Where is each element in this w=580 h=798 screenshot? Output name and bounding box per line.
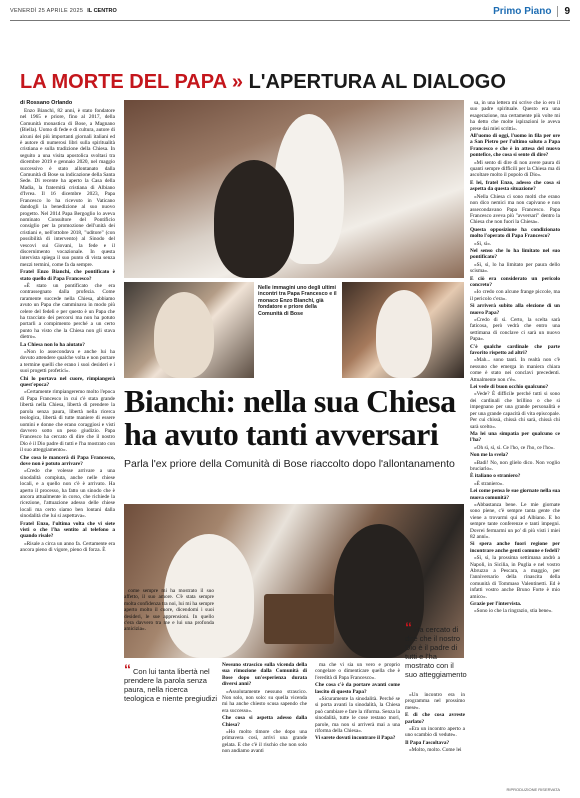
byline: di Rossano Orlando xyxy=(20,100,73,106)
paragraph: «Sì, sì, lo ha limitato per paura dello scisma». xyxy=(470,261,560,275)
interview-question: Lei vede di buon occhio qualcuno? xyxy=(470,384,549,391)
paragraph: «È straniero». xyxy=(474,480,504,487)
interview-question: C'è qualche cardinale che parte favorito rispetto ad altri? xyxy=(470,343,560,357)
paragraph: Enzo Bianchi, 82 anni, è stato fondatore nel 1965 e priore, fino al 2017, della Comunità monastica di Bose, a Magnano (Biella). Uomo di fede e di cultura, autore di alcuni dei più importanti giornali italiani ed è autore di numerosi libri sulla spiritualità cristiana e sulla tradizione della Chiesa. In seguito a una visita apostolica svoltasi tra dicembre 2019 e gennaio 2020, nel maggio successivo è stato allontanato dalla Comunità di Bose su indicazione della Santa Sede. Di recente ha aperto la Casa della Madia, la fraternità cristiana di Albiano d'Ivrea. Il 16 dicembre 2023, Papa Francesco lo ha ricevuto in Vaticano dandogli la benedizione al suo nuovo progetto. Nel 2014 Papa Bergoglio lo aveva nominato Consultore del Pontificio consiglio per la promozione dell'unità dei cristiani e, nell'ottobre 2018, "uditore" (con possibilità di intervento) al Sinodo del vescovi sui Giovani, la fede e il discernimento vocazionale. In questa intervista spiega il suo punto di vista senza mezzi termini, come fa da sempre. xyxy=(20,108,115,268)
article-column-1 xyxy=(20,108,115,788)
article-column-2 xyxy=(124,588,214,783)
interview-question: Che cosa c'è da portare avanti come lascito di questo Papa? xyxy=(315,682,400,695)
paragraph: «Credo che volesse arrivare a una sinodalità compiuta, anche nelle chiese locali, e a quello non c'è è arrivato. Ha aperto il processo, ha fatto un sinodo che è ancora attualmente in corso, che richiede la ricezione, l'attuazione adesso delle chiese locali ma certo siamo ben lontani dalla sinodalità che lui si aspettava». xyxy=(20,468,115,520)
interview-question: Nessuno strascico sulla vicenda della sua rimozione dalla Comunità di Bose dopo un'esperienza durata diversi anni? xyxy=(222,662,307,688)
paragraph: «Non lo assecondava e anche lui ha dovuto attendere qualche volta e non portare a termine quelli che erano i suoi desideri e i suoi progetti profetici». xyxy=(20,349,115,375)
paragraph: «Mah... sono tanti. In realtà non c'è nessuno che emerga in maniera chiara come è stato nei conclavi precedenti. Attualmente non c'è». xyxy=(470,357,560,383)
paragraph: «Era un incontro aperto a uno scambio di vedute». xyxy=(405,726,465,739)
section-name: Primo Piano xyxy=(493,5,552,17)
kicker-separator: » xyxy=(231,71,243,93)
photo-caption: Nelle immagini uno degli ultimi incontri tra Papa Francesco e il monaco Enzo Bianchi, già fondatore e priore della Comunità di Bose xyxy=(258,285,337,317)
paragraph: «Risale a circa un anno fa. Certamente era ancora pieno di vigore, pieno di forza. È xyxy=(20,540,115,554)
page-number: 9 xyxy=(557,6,570,17)
paragraph: «Assolutamente nessuno strascico. Non solo, non solo: su quella vicenda mi ha anche chiesto scusa sapendo che era successo». xyxy=(222,688,307,714)
issue-date: VENERDÌ 25 APRILE 2025 xyxy=(10,8,84,14)
paragraph: «Io credo con alcune frange piccole, ma il pericolo c'era». xyxy=(470,289,560,302)
interview-question: Fratel Enzo Bianchi, che pontificato è stato quello di Papa Francesco? xyxy=(20,269,115,282)
paragraph: «Vede? È difficile perché tutti si sono dei cardinali che brillino o che si impegnano per una grande personalità e per una grande capacità di vita episcopale. Per cui chissà, chissà chi sarà, chissà chi sarà scelto». xyxy=(470,391,560,430)
article-column-5 xyxy=(470,100,560,783)
interview-question: E lei, fratel Enzo, adesso che cosa si aspetta da questa situazione? xyxy=(470,179,560,193)
paragraph: «Abbastanza bene. Le mie giornate sono piene, c'è sempre tanta gente che viene a trovarmi qui ad Albiano. E ho sempre tante conferenze e tanti impegni. Dovrei fermarmi un po' di più visti i miei 82 anni». xyxy=(470,501,560,540)
interview-question: Ma lei una simpatia per qualcuno ce l'ha? xyxy=(470,430,560,444)
photo-enzo-bianchi xyxy=(124,282,254,378)
paragraph: «Credo di sì. Certo, la scelta sarà faticosa, però vedrà che entro una settimana di conclave ci sarà un nuovo Papa». xyxy=(470,317,560,343)
interview-question: Non me la svela? xyxy=(470,452,509,459)
kicker-topic: LA MORTE DEL PAPA xyxy=(20,71,227,93)
interview-question: Grazie per l'intervista. xyxy=(470,601,522,608)
subheadline: Parla l'ex priore della Comunità di Bose riaccolto dopo l'allontanamento xyxy=(124,458,455,470)
newspaper-name: IL CENTRO xyxy=(87,8,117,14)
photo-pope-meeting xyxy=(124,100,464,278)
headline: Bianchi: nella sua Chiesa ha avuto tanti avversari xyxy=(124,383,456,452)
paragraph: «Ho molto timore che dopo una primavera così, arrivi una grande gelata. E che c'è il rischio che non solo non andiamo avanti xyxy=(222,729,307,755)
interview-question: Questa opposizione ha condizionato molto l'operato di Papa Francesco? xyxy=(470,226,560,240)
paragraph: «Badi! No, non glielo dico. Non voglio bruciarlo». xyxy=(470,459,560,472)
paragraph: «Un incontro era in programma nel prossimo mese». xyxy=(405,692,465,711)
interview-question: Si spera anche fuori regione per incontrare anche genti comune e fedeli? xyxy=(470,541,560,554)
interview-question: È italiano o straniero? xyxy=(470,473,521,480)
interview-question: Fratel Enzo, l'ultima volta che vi siete visti o che l'ha sentito al telefono a quando risale? xyxy=(20,520,115,540)
copyright-credit: RIPRODUZIONE RISERVATA xyxy=(506,787,560,792)
kicker xyxy=(20,70,506,94)
interview-question: Nel senso che lo ha limitato nel suo pontificato? xyxy=(470,247,560,261)
interview-question: Il Papa l'ascoltava? xyxy=(405,739,450,746)
paragraph: sa, in una lettera mi scrive che io ero il suo padre spirituale. Questo era una esagerazione, ma certamente più volte mi ha detto che molte ispirazioni le aveva prese dai miei scritti». xyxy=(470,100,560,132)
paragraph: «Mi sento di dire di non avere paura di quanti sempre difficili per la Chiesa ma di ascoltare molto il popolo di Dio». xyxy=(470,159,560,179)
paragraph: come sempre mi ha mostrato il suo affetto, il suo amore. C'è stata sempre molta confidenza tra noi, lui mi ha sempre aperto molto il cuore, dicendomi i suoi desideri, le sue apprensioni. In quello c'era davvero tra me e lui una profonda amicizia». xyxy=(124,588,214,633)
paragraph: «Oh sì, sì, sì. Ce l'ho, ce l'ho, ce l'ho». xyxy=(474,444,555,451)
page-header xyxy=(10,3,570,19)
header-rule xyxy=(10,20,570,21)
interview-question: Si arriverà subito alla elezione di un nuovo Papa? xyxy=(470,303,560,316)
interview-question: Che cosa le mancerà di Papa Francesco, dove non è potuto arrivare? xyxy=(20,454,115,467)
paragraph: «Sono io che la ringrazio, stia bene». xyxy=(474,608,553,615)
paragraph: ma che vi sia un vero e proprio congelare o dimenticare quella che è l'eredità di Papa Francesco». xyxy=(315,662,400,681)
interview-question: E ciò era considerato un pericolo concreto? xyxy=(470,275,560,288)
interview-question: Vi sarete dovuti incontrare il Papa? xyxy=(315,735,396,742)
paragraph: «È stato un pontificato che era contrassegnato dalla profezia. Come raramente succede nella Chiesa, abbiamo avuto un Papa che camminava in modo più celere del fedeli e per questo è un Papa che ha tracciato dei percorsi ma non ha potuto portarli a compimento perché a un certo punto ha visto che la Chiesa non gli stava dietro». xyxy=(20,282,115,341)
article-column-4b xyxy=(405,692,465,784)
interview-question: Che cosa si aspetta adesso dalla Chiesa? xyxy=(222,715,307,728)
paragraph: «Molto, molto. Come lei xyxy=(409,747,462,754)
interview-question: Chi lo portava nel cuore, rimpiangerà quest'epoca? xyxy=(20,375,115,389)
interview-question: Lei come pensa le sue giornate nella sua nuova comunità? xyxy=(470,488,560,501)
interview-question: La Chiesa non lo ha aiutato? xyxy=(20,341,85,348)
interview-question: E di che cosa avreste parlato? xyxy=(405,712,465,725)
photo-pope-portrait xyxy=(342,282,464,378)
pull-quote-1: “ Con lui tanta libertà nel prendere la parola senza paura, nella ricerca teologica e niente pregiudizi xyxy=(124,661,217,703)
paragraph: «Nella Chiesa ci sono molti che erano non dico nemici ma non capivano e non assecondavano Papa Francesco. Papa Francesco aveva più "avversari" dentro la Chiesa che non fuori la Chiesa». xyxy=(470,193,560,226)
article-column-4 xyxy=(315,662,400,784)
kicker-subtopic: L'APERTURA AL DIALOGO xyxy=(248,71,506,93)
paragraph: «Sì, sì, la prossima settimana andrò a Napoli, in Sicilia, in Puglia e nel vostro Abruzzo a Pescara, a maggio, per l'anniversario della rinascita della comunità di Tommaso Valentinetti. Ed è infatti vostro anche Bruno Forte è mio amico». xyxy=(470,555,560,600)
paragraph: «Sicuramente la sinodalità. Perché se si porta avanti la sinodalità, la Chiesa può cambiare e fare la riforma. Senza la sinodalità, tutte le cose restano mori, parole, ma non si arriverà mai a una riforma della Chiesa». xyxy=(315,696,400,735)
interview-question: All'uomo di oggi, l'uomo in fila per ore a San Pietro per l'ultimo saluto a Papa Francesco e che è in attesa del nuovo pontefice, che cosa si sente di dire? xyxy=(470,133,560,159)
paragraph: «Certamente rimpiangeremo molto l'epoca di Papa Francesco in cui c'è stata grande libertà nella Chiesa, libertà di prendere la parola senza paura, libertà nella ricerca teologica, libertà di tutte maniere di essere uomini e donne che erano coraggiosi e visti davvero sotto un peso giudizio. Papa Francesco ha cercato di dire che il nostro Dio è il Dio padre di tutti e l'ha mostrato con il suo atteggiamento». xyxy=(20,389,115,454)
paragraph: «Sì, sì». xyxy=(474,240,492,247)
article-column-3 xyxy=(222,662,307,784)
pull-quote-2: “ Ha cercato di dire che il nostro Dio è il padre di tutti e l'ha mostrato con il suo atteggiamento xyxy=(405,619,467,679)
